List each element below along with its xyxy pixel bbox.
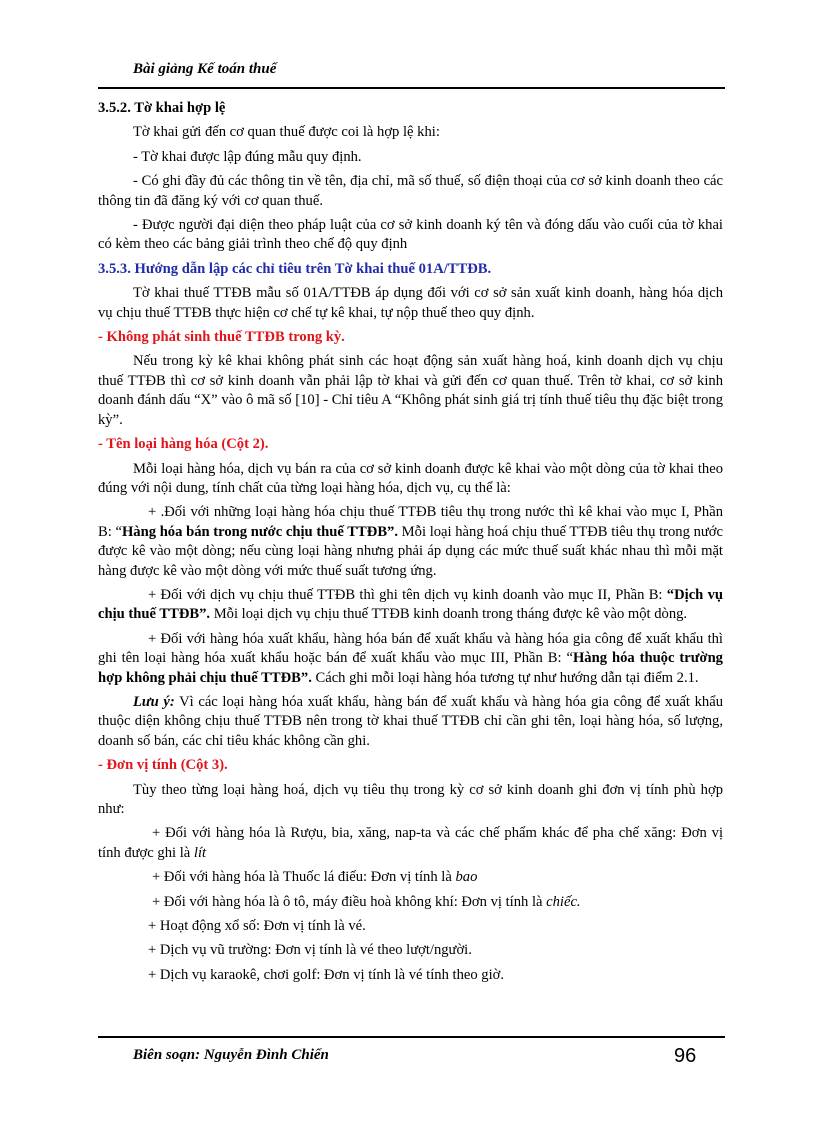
bullet-services — [98, 586, 723, 625]
paragraph: Nếu trong kỳ kê khai không phát sinh các hoạt động sản xuất hàng hoá, kinh doanh dịch vụ chịu thuế TTĐB thì cơ sở kinh doanh vẫn phải lập tờ khai và gửi đến cơ quan thuế. Trên tờ khai, cơ sở kinh doanh đánh dấu “X” vào ô mã số [10] - Chỉ tiêu A “Không phát sinh giá trị tính thuế tiêu thụ đặc biệt trong kỳ”. — [98, 353, 723, 428]
bullet-export-goods — [98, 630, 723, 688]
header-divider — [98, 87, 725, 89]
page-content — [98, 99, 723, 990]
paragraph: - Tờ khai được lập đúng mẫu quy định. — [133, 148, 362, 165]
italic-text: bao — [455, 869, 478, 886]
note-paragraph — [98, 693, 723, 751]
footer-divider — [98, 1036, 725, 1038]
bullet-unit-dance: + Dịch vụ vũ trường: Đơn vị tính là vé theo lượt/người. — [148, 942, 472, 959]
bullet-unit-liquor — [98, 824, 723, 863]
text: + Đối với hàng hóa xuất khẩu, hàng hóa bán để xuất khẩu và hàng hóa gia công để xuất khẩu thì ghi tên loại hàng hóa xuất khẩu hoặc bán để xuất khẩu vào mục III, Phần B: “ — [98, 630, 723, 667]
bold-text: Hàng hóa thuộc trường hợp không phải chịu thuế TTĐB”. — [98, 650, 723, 686]
subheading-unit: - Đơn vị tính (Cột 3). — [98, 757, 228, 774]
paragraph: Tùy theo từng loại hàng hoá, dịch vụ tiêu thụ trong kỳ cơ sở kinh doanh ghi đơn vị tính phù hợp như: — [98, 781, 723, 817]
header-title: Bài giảng Kế toán thuế — [133, 61, 277, 77]
footer-author: Biên soạn: Nguyễn Đình Chiến — [133, 1047, 329, 1063]
italic-text: chiếc. — [546, 893, 581, 910]
bullet-unit-karaoke: + Dịch vụ karaokê, chơi golf: Đơn vị tính là vé tính theo giờ. — [148, 966, 505, 983]
bold-text: “Dịch vụ chịu thuế TTĐB”. — [98, 586, 723, 623]
bullet-unit-cigarette — [98, 868, 723, 887]
text: Cách ghi mỗi loại hàng hóa tương tự như hướng dẫn tại điểm 2.1. — [311, 669, 699, 686]
bullet-unit-lottery: + Hoạt động xổ số: Đơn vị tính là vé. — [148, 918, 366, 935]
page-number: 96 — [674, 1045, 697, 1067]
paragraph: Tờ khai gửi đến cơ quan thuế được coi là hợp lệ khi: — [133, 124, 440, 141]
subheading-goods-name: - Tên loại hàng hóa (Cột 2). — [98, 436, 269, 453]
paragraph: Mỗi loại hàng hóa, dịch vụ bán ra của cơ sở kinh doanh được kê khai vào một dòng của tờ khai theo đúng với nội dung, tính chất của từng loại hàng hóa, dịch vụ, cụ thể là: — [98, 460, 723, 496]
bold-text: Hàng hóa bán trong nước chịu thuế TTĐB”. — [121, 523, 398, 540]
note-label: Lưu ý: — [133, 693, 175, 710]
italic-text: lít — [193, 844, 207, 861]
subheading-no-tax: - Không phát sinh thuế TTĐB trong kỳ. — [98, 329, 345, 346]
text: Mỗi loại dịch vụ chịu thuế TTĐB kinh doanh trong tháng được kê vào một dòng. — [210, 606, 688, 623]
bullet-unit-car — [98, 893, 723, 912]
text: Vì các loại hàng hóa xuất khẩu, hàng bán để xuất khẩu và hàng hóa gia công để xuất khẩu thuộc diện không chịu thuế TTĐB nên trong tờ khai thuế TTĐB chỉ cần ghi tên, loại hàng hóa, số lượng, doanh số bán, các chỉ tiêu khác không cần ghi. — [98, 693, 723, 749]
text: + Đối với dịch vụ chịu thuế TTĐB thì ghi tên dịch vụ kinh doanh vào mục II, Phần B: — [148, 586, 667, 603]
paragraph: - Có ghi đầy đủ các thông tin về tên, địa chỉ, mã số thuế, số điện thoại của cơ sở kinh doanh theo các thông tin đã đăng ký với cơ quan thuế. — [98, 173, 723, 209]
paragraph: - Được người đại diện theo pháp luật của cơ sở kinh doanh ký tên và đóng dấu vào cuối của tờ khai có kèm theo các bảng giải trình theo chế độ quy định — [98, 217, 723, 253]
text: + .Đối với những loại hàng hóa chịu thuế TTĐB tiêu thụ trong nước thì kê khai vào mục I, Phần B: “ — [98, 504, 723, 540]
section-3-5-2-title: 3.5.2. Tờ khai hợp lệ — [98, 100, 226, 116]
bullet-domestic-goods — [98, 503, 723, 581]
text: + Đối với hàng hóa là Rượu, bia, xăng, nap-ta và các chế phẩm khác để pha chế xăng: Đơn vị tính được ghi là — [98, 825, 723, 861]
text: + Đối với hàng hóa là Thuốc lá điếu: Đơn vị tính là — [152, 869, 456, 886]
paragraph: Tờ khai thuế TTĐB mẫu số 01A/TTĐB áp dụng đối với cơ sở sản xuất kinh doanh, hàng hóa dịch vụ chịu thuế TTĐB thực hiện cơ chế tự kê khai, tự nộp thuế theo quy định. — [98, 285, 723, 321]
text: Mỗi loại hàng hoá chịu thuế TTĐB tiêu thụ trong nước được kê vào một dòng; nếu cùng loại hàng nhưng phải áp dụng các mức thuế suất khác nhau thì mỗi mặt hàng được kê vào một dòng với mức thuế suất tương ứng. — [98, 523, 723, 579]
text: + Đối với hàng hóa là ô tô, máy điều hoà không khí: Đơn vị tính là — [152, 893, 547, 910]
section-3-5-3-title: 3.5.3. Hướng dẫn lập các chỉ tiêu trên Tờ khai thuế 01A/TTĐB. — [98, 260, 492, 277]
